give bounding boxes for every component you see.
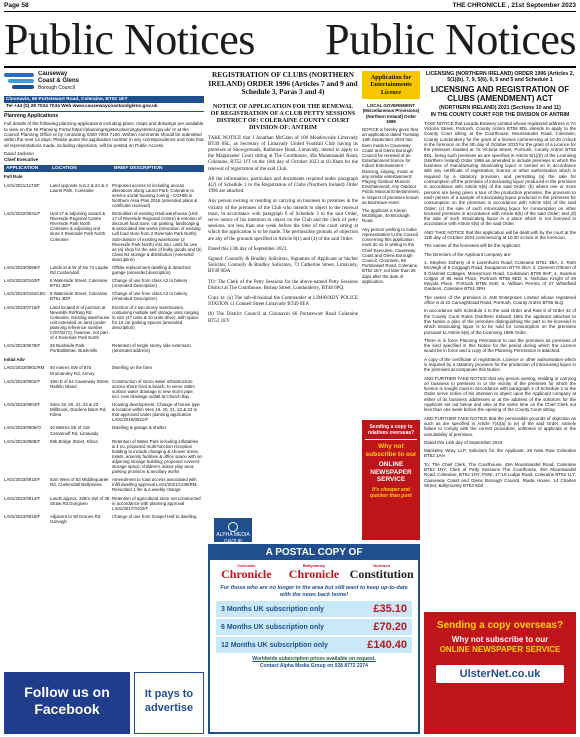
notice-paragraph: Any person wishing to make representation to the Council concerning this application must do so in writing to the Chief Executive, Causeway Coast and Glens Borough Council, Cloonavin, 66 Portstewart Road, Coleraine, BT52 1EY, not later than 28 days after the date of application.: [362, 226, 419, 284]
table-row: [4, 495, 204, 513]
postal-subscription-ad: [208, 532, 420, 734]
paper-date: THE CHRONICLE , 21st September 2023: [452, 2, 576, 9]
table-row: [4, 172, 204, 181]
table-cell-loc: 40 Metres SE of 118 Carnamuff Rd, Limavady: [50, 425, 99, 436]
promo-line: ONLINE NEWSPAPER SERVICE: [439, 645, 561, 654]
facebook-promo[interactable]: Follow us on Facebook: [4, 672, 130, 734]
globe-icon: [228, 522, 238, 532]
table-cell-loc: Unit 17 & adjoining vacant & Riverside Regional Centre Riverside Park North Coleraine & adjoining unit store 2 Riverside Park North Coleraine: [50, 211, 106, 242]
notice-paragraph: (b) The District Council at Cloonavin 66 Portstewart Road Coleraine BT52 1EY: [208, 312, 358, 324]
table-cell-loc: [50, 355, 112, 364]
online-service-promo: [424, 612, 576, 734]
notice-paragraph: Signed: Connolly & Bradley Solicitors, Signature of Applicant or his/her Solicitor, Connolly & Bradley Solicitors, 73 Catherine Street, Limavady, BT49 9DA: [208, 257, 358, 275]
licensing-notice: [424, 71, 576, 611]
table-cell-loc: Land opposite nos 2 & 2A & 4 Laurel Park, Coleraine: [50, 182, 108, 193]
masthead-rule: [4, 66, 576, 68]
table-cell-desc: Change of use from class A2 to bakery (Amended Description): [112, 291, 188, 302]
notice-heading: IN THE COUNTY COURT FOR THE DIVISION OF ANTRIM: [430, 111, 570, 118]
notice-paragraph: Dated this 14th day of September 2023: [424, 439, 503, 445]
notice-paragraph: TAKE NOTICE that Lacada Brewery Limited whose registered address is 7A Victoria Street, Portrush, County Antrim BT56 8DL intends to apply to the County Court sitting at the Courthouse, Mountsandel Road, Coleraine, County Londonderry for the grant of a licence commencing at 10.30 o'clock in the forenoon on the 4th day of October 2023 for the grant of a Licence for the premises situated at 7a Victoria Street, Portrush, County Antrim BT56 8DL, being such premises as are specified in Article 5(1)(b) of the Licensing (Northern Ireland) Order 1996 as amended to include premises in which the business of manufacturing intoxicating liquor is carried on in accordance with any certificate of registration, licence or other authorisation which is required by a statutory provision, and permitting (a) the sale for consumption off the premises of intoxicating liquor produced in the premises in accordance with Article 5(6) of the said Order; (b) where one or more persons are being given a tour of the production premises, the provision to each person of a sample of intoxicating liquor produced in the premises for consumption on the premises in accordance with Article 5(6) of the said Order; (c) the sale of such intoxicating liquor for consumption on other licensed premises in accordance with Article 5(5) of the said Order; and (d) the sale of such intoxicating liquor in a place which is not licensed in accordance with Article 5(5) of the said Order.: [424, 120, 576, 227]
table-cell-desc: Retention of single storey side extension (amended address): [112, 343, 191, 354]
table-cell-desc: Erection of 2 two storey warehouses, containing multiple self storage units ranging in size (47 units & 10 units drive), with space for 13 car parking spaces (amended description): [112, 304, 199, 330]
notice-subtitle: NOTICE OF APPLICATION FOR THE RENEWAL OF REGISTRATION OF A CLUB PETTY SESSIONS DISTRICT OF: COLERAINE COUNTY COURT DIVISION OF: ANTRIM: [210, 102, 356, 132]
promo-line: Sending a copy to relatives overseas?: [365, 424, 417, 440]
table-cell-ref: LA01/2023/0914/F: [4, 495, 41, 501]
notice-heading: LICENSING (NORTHERN IRELAND) ORDER 1996 (Articles 2, 5(1)(b), 7, 9, 5(6), 6, 5 and 5 and Schedule 1: [425, 71, 575, 84]
applications-table: [4, 165, 204, 526]
table-cell-ref: LA01/2023/0902/F: [4, 378, 41, 384]
notice-paragraph: In accordance with Schedule 1 to the said Order and Rule 6 of Order 42 of the County Court Rules (Northern Ireland) 1981 the applicant attaches to this Notice a plan of the premises distinguishing the part to be licensed in which intoxicating liquor is to be sold for consumption on the premises pursuant to Article 5(6) of the Licensing 1996 Order.: [424, 308, 576, 335]
table-cell-desc: Housing development. Change of house type & location within sites 19, 20, 21, 22 & 23 to that approved under planning application LA01/2019/0021/F: [112, 402, 200, 423]
table-cell-desc: Proposed access rd including access alterations along Laurel Park, Coleraine to service social housing zoning - COH05 in Northern Area Plan 2016 (amended plans & certificate received): [112, 182, 198, 208]
notice-paragraph: Any person owning or residing or carrying on business in premises in the vicinity of the premises of the Club who intends to object to the renewal must, in accordance with paragraph 6 of Schedule 3 to the said Order, serve notice of his intention to object on the Club and the clerk of petty sessions, not less than one week before the time of the court sitting at which the application is to be made. The permissible grounds of objection are any of the grounds specified in Article 8(1) and (4) of the said Order.: [208, 199, 358, 242]
table-cell-loc: 25 Bushside Park Portballintrae, Bushmills: [50, 343, 98, 354]
table-cell-loc: Lands at & W of No 74 Laydie Rd Cushendall: [50, 264, 109, 276]
table-row: [4, 438, 204, 477]
table-cell-ref: LA01/2023/0904/F: [4, 402, 41, 408]
notice-heading: (NORTHERN IRELAND) 2021 (Sections 10 and 11): [439, 105, 561, 112]
table-cell-loc: 49m E of 64 Causeway Street, Rathlin Island: [50, 378, 110, 389]
price-option-3-months: 3 Months UK subscription only £35.10: [216, 601, 412, 617]
council-name: Causeway Coast & Glens Borough Council: [38, 71, 80, 91]
table-row: [4, 304, 204, 343]
table-cell-ref: LA01/2023/0906/O: [4, 425, 41, 431]
council-contact: Tel +44 (0) 28 7034 7034 Web www.causewaycoastandglens.gov.uk: [4, 103, 204, 111]
masthead-left: Public Notices: [4, 14, 255, 64]
table-cell-ref: LA01/2021/1173/F: [4, 182, 40, 188]
licence-badge: Application for Entertainments Licence: [362, 71, 420, 99]
promo-line: Why not subscribe to our: [365, 443, 417, 458]
table-row: [4, 424, 204, 437]
table-row: [4, 355, 204, 364]
table-cell-ref: Full Rule: [4, 174, 23, 180]
notice-paragraph: All the information, particulars and documents required under paragraph 4(2) of Schedule 3 to the Registration of Clubs (Northern Ireland) Order 1996 are attached.: [208, 176, 358, 195]
table-cell-desc: Construction of storm water infrastructure across shore front & beach, to serve 185m surface water drainage to new storm pipe; incl. new drainage outfall at Church Bay: [112, 378, 195, 399]
col-header-application: APPLICATION: [4, 165, 50, 172]
page-folio: [4, 2, 576, 12]
promo-line: Why not subscribe to our: [451, 635, 549, 644]
table-row: [4, 513, 204, 526]
notice-paragraph: A copy of the certificate of registration, Licence or other authorisation which is required by a statutory provision for the production of intoxicating liquor in the premises accompanies this Notice.: [424, 356, 576, 373]
price-option-6-months: 6 Months UK subscription only £70.20: [216, 619, 412, 635]
alpha-media-logo: ALPHA MEDIA GROUP: [214, 518, 252, 542]
notice-paragraph: The names of the licensees will be the Applicant.: [424, 243, 522, 249]
notice-paragraph: AND FURTHER TAKE NOTICE that any person owning, residing or carrying on business in premises in or the vicinity of the premises for which the licence is sought must in accordance with paragraph 4 of Schedule 1 to the Order serve notice of his intention to object upon the Applicant company at either of its business addresses or at the address of the solicitors for the Applicant set out below and also at the same time on the Chief Clerk not less than one week before the opening of the County Court sitting.: [424, 375, 576, 413]
notice-title: REGISTRATION OF CLUBS (NORTHERN IRELAND) ORDER 1996 (Articles 7 and 9 and Schedule 3, Paras 3 and 4): [208, 71, 358, 97]
table-cell-ref: LA01/2023/0908/F: [4, 438, 41, 444]
council-header: [4, 71, 204, 93]
table-cell-ref: LA01/2023/0069/F: [4, 264, 41, 270]
table-cell-loc: 62m West of 83 Middlequarter Rd, Cushendall Ballymena: [50, 477, 109, 488]
paper-masthead: Ballymoney Chronicle: [282, 563, 347, 580]
table-cell-desc: [112, 172, 204, 181]
notice-paragraph: The Directors of the Applicant company are:: [424, 251, 512, 257]
paper-masthead: Coleraine Chronicle: [214, 563, 279, 580]
table-cell-loc: 8 Waterside Street, Coleraine BT51 3DP: [50, 278, 108, 289]
website-link[interactable]: UlsterNet.co.uk: [436, 665, 564, 683]
table-cell-ref: Initial Adv: [4, 357, 25, 363]
table-cell-desc: Demolition of existing retail warehouse (Unit 17 of Riverside Regional Centre) & erection of discount food store, car parking, landscaping & associated site works (relocation of existing Lidl food store from 2 Riverside Park North) Sub-division of existing warehouse (2 Riverside Park North) into 2no. units for use as (a) shop for the sale of bulky goods and (b) Class B4 storage & distribution (Amended description): [112, 211, 202, 262]
notice-paragraph: To: The Chief Clerk, The Courthouse, 49A Mountsandel Road, Coleraine BT52 1NY; Clerk of Petty Sessions The Courthouse, 49A Mountsandel Road, Coleraine, BT52 1NY; PSNI, 17-19 Lodge Road, Coleraine BT52 1LY; Causeway Coast and Glens Borough Council, Riada House, 14 Charles Street, Ballymoney BT53 6DZ: [424, 461, 576, 488]
paper-mastheads: [210, 560, 418, 583]
notice-paragraph: Mackeley Wray LLP, Solicitors for the Applicant, 29 New Row Coleraine BT52 1AH: [424, 448, 576, 459]
table-cell-ref: LA01/2023/0678/F: [4, 343, 41, 349]
notice-paragraph: NOTICE is hereby given that an application dated Tuesday 19th September 2023 has been made to Causeway Coast and Glens Borough Council for renewal of an Entertainment licence for Indoor Entertainment - Dancing, singing, music or any similar entertainment; Playing Outdoor Musical Entertainment; Any Outdoor Public Musical Entertainment, in respect of premises known as Bushtown Hotel.: [362, 127, 420, 205]
table-row: [4, 342, 204, 355]
table-cell-desc: Dwelling & garage & shelter: [112, 425, 167, 431]
table-row: [4, 476, 204, 494]
table-cell-desc: Change of use from class A2 to bakery (Amended Description): [112, 278, 188, 289]
notice-signature: David Jackson Chief Executive: [4, 151, 39, 162]
notice-title: LICENSING AND REGISTRATION OF CLUBS (AMENDMENT) ACT: [430, 85, 570, 104]
table-cell-loc: 69b Bridge Street, Kilrea: [50, 438, 98, 444]
promo-line: ONLINE NEWSPAPER SERVICE: [370, 461, 412, 484]
subscription-tagline: For those who are no longer in the area but still want to keep up-to-date with the news back home!: [220, 585, 408, 598]
notice-paragraph: 1. Stephen Doherty of 6 Lazenhurst Road, Coleraine BT51 3BA; 2. Ruth McVeigh of 8 Coggagh Road, Dungannon BT70 3DA; 3. Clement O'Brien of 5 Grannlet Cottages, Moneymore Road, Cookstown BT80 8HF; 4. Seamus Colgan of 85 Nula Place, Portrush BT56 8ED; 5. Nicholas Knight of 29 Moyola Place, Portrush BT56 8AR; 6. William Perrins of 27 Whitefield Gardens, Coleraine BT51 3RH.: [424, 259, 576, 292]
table-row: [4, 210, 204, 264]
table-cell-desc: Change of use from Gospel Hall to dwelling: [112, 513, 197, 519]
club-registration-notice: [208, 71, 358, 541]
promo-line: It's cheaper and quicker than post: [370, 486, 412, 499]
table-cell-desc: Retention of agricultural store not constructed in accordance with planning approval LA01/2017/0102/F: [112, 495, 201, 511]
section-masthead: [4, 14, 576, 64]
notice-paragraph: Copy to: (a) The sub-divisional the Commander at LIMAVADY POLICE STATION 11 Connell Street Limavady BT49 0EA: [208, 296, 358, 308]
overseas-promo-box: [362, 420, 420, 540]
subscription-footer: Worldwide subscription prices available on request. Contact Alpha Media Group on 028 8772 2274: [252, 656, 376, 669]
table-cell-loc: Adjacent to 90 Drones Rd Garvagh: [50, 513, 101, 524]
page-number: Page 58: [4, 2, 29, 9]
notice-paragraph: The applicant is Kieran McGilligan, 40 Brockagh Road.: [362, 208, 410, 224]
table-cell-ref: LA01/2023/0163/LBC: [4, 291, 46, 297]
council-address: Cloonavin, 66 Portstewart Road, Coleraine, BT52 1EY: [4, 96, 204, 103]
table-cell-desc: Dwelling on the farm: [112, 365, 153, 371]
col-header-description: BRIEF DESCRIPTION: [112, 165, 204, 172]
table-cell-desc: Offsite replacement dwelling & detached garage (amended description): [112, 264, 191, 276]
table-cell-desc: Amendment to road access associated with Infill dwelling approval LA01/2021/1239/RM. Relocated 1 fire & a weekly change: [112, 477, 198, 493]
notice-paragraph: The owner of the premises is JAB Enterprises Limited whose registered office is at 22 Carnaghboad Road, Portrush, County Antrim BT56 8LQ.: [424, 294, 576, 306]
masthead-right: Public Notices: [325, 14, 576, 64]
table-row: [4, 264, 204, 277]
promo-line: Sending a copy overseas?: [436, 620, 564, 631]
table-cell-loc: Sites 19, 20, 21, 22 & 23 Millbrook, Gardens Bann Rd, Kilrea: [50, 402, 107, 418]
table-row: [4, 378, 204, 401]
notice-paragraph: TO: The Clerk of the Petty Sessions for the above-named Petty Sessions District at The Courthouse, Bishop Street, Londonderry, BT48 6PQ.: [208, 279, 358, 291]
table-cell-loc: Lands approx. 328m SW of 35 Straw Rd Dungiven: [50, 495, 110, 506]
subscription-heading: A POSTAL COPY OF: [210, 546, 418, 560]
council-logo-icon: [4, 71, 34, 93]
notice-paragraph: TAKE NOTICE that I Jonathan McCann of 106 Meadowvale Limavady BT49 0SL, as Secretary of Limavady United Football Club having its premises at Showgrounds, Rathmore Road, Limavady, intend to apply to the Magistrates' Court sitting at The Courthouse, 49a Mountsandel Road, Coleraine, BT52 1JT on the 10th day of October 2023 at 10.30am for the renewal of registration of the said Club.: [208, 135, 358, 172]
table-row: [4, 277, 204, 290]
table-cell-ref: LA01/2023/0915/F: [4, 513, 41, 519]
table-cell-ref: LA01/2022/0641/F: [4, 211, 41, 217]
notice-subtitle: Planning Applications: [4, 112, 59, 119]
table-row: [4, 182, 204, 210]
planning-applications-notice: [4, 71, 204, 666]
table-cell-ref: LA01/2023/0163/F: [4, 278, 41, 284]
table-cell-ref: LA01/2023/0910/F: [4, 477, 41, 483]
notice-paragraph: AND TAKE NOTICE that this application will be dealt with by the court at the 11th day of October 2023 commencing at 10.30 o'clock in the forenoon.: [424, 229, 576, 241]
price-option-12-months: 12 Months UK subscription only £140.40: [216, 637, 412, 653]
table-cell-loc: [50, 172, 112, 181]
col-header-location: LOCATION: [50, 165, 112, 172]
notice-paragraph: AND FURTHER TAKE NOTICE that the permissible grounds of objection as such as are specified in Article 7(4)(a) to (e) of the said Order, namely failure to comply with the correct procedure, unfitness of applicant or the unsuitability of premises.: [424, 415, 576, 437]
advertise-promo: It pays to advertise: [134, 672, 204, 734]
table-cell-ref: LA01/2023/0901/RM: [4, 365, 45, 371]
notice-intro: Full details of the following planning applications including plans, maps and drawings are available to view on the NI Planning Portal https://planningregister.planningsystemni.gov.uk/ or at the Council Planning Office or by contacting 0300 7004 7100. Written comments should be submitted within the next 14 days. Please quote the application number in any correspondence and note that all representations made, including objections, will be posted on Public Access.: [4, 121, 204, 148]
table-cell-ref: LA01/2023/0716/F: [4, 304, 41, 310]
notice-paragraph: LOCAL GOVERNMENT (Miscellaneous Provisions) (Northern Ireland) Order 1985: [362, 103, 420, 124]
table-cell-loc: Land located E of junction at Newmills Rd/Ring Rd Coleraine. Existing warehouse unit extended on land (under planning reference number C/97/0272), however, not part of 4 Riverside Park North: [50, 304, 110, 341]
table-cell-loc: 40 metres SW of 87a Drumaroley Rd, Armoy: [50, 365, 95, 376]
notice-paragraph: There is in force Planning Permission to use the premises as premises of the kind specified in this Notice for the period during which the Licence would be in force and a copy of the Planning Permission is attached.: [424, 337, 576, 354]
table-cell-loc: 8 Waterside Street, Coleraine BT51 3DP: [50, 291, 108, 302]
notice-paragraph: Dated this 13th day of September 2023.: [208, 246, 288, 252]
table-row: [4, 401, 204, 424]
paper-masthead: Northern Constitution: [349, 563, 414, 581]
table-cell-desc: [112, 355, 204, 364]
table-row: [4, 290, 204, 303]
table-row: [4, 364, 204, 377]
table-cell-desc: Retention of Water Park including inflatables & 4 no. proposed multi-function reception building to include changing & shower areas, toilets, amenity facilities & office space with an adjoining storage building; proposed covered storage space; children's indoor play area; parking provision & ancillary works: [112, 438, 202, 475]
